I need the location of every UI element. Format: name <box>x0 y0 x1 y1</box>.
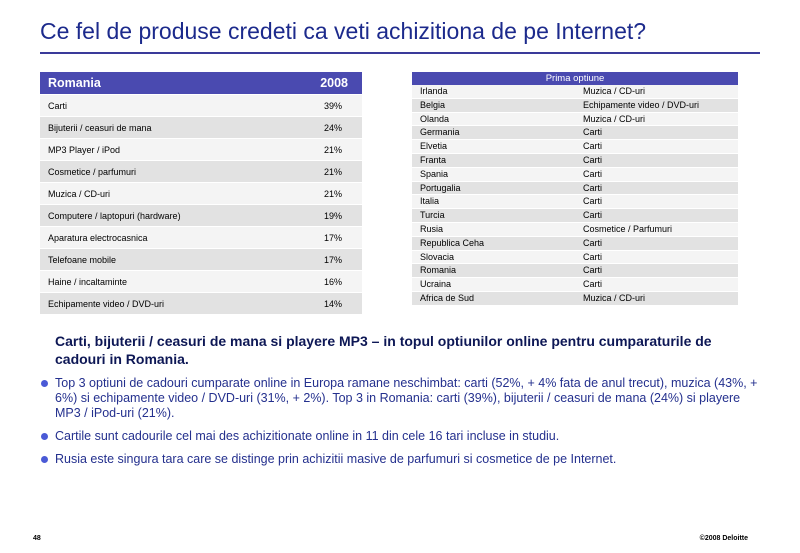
table-row <box>40 139 362 161</box>
option-cell: Carti <box>575 250 738 264</box>
table-row <box>412 167 738 181</box>
country-cell: Belgia <box>412 98 575 112</box>
bullet-text: Cartile sunt cadourile cel mai des achizitionate online in 11 din cele 16 tari incluse in studiu. <box>55 429 560 443</box>
table-row <box>40 95 362 117</box>
option-cell: Echipamente video / DVD-uri <box>575 98 738 112</box>
table-row <box>412 264 738 278</box>
header-first-option: Prima optiune <box>412 72 738 85</box>
country-cell: Slovacia <box>412 250 575 264</box>
list-item <box>40 376 760 421</box>
table-row <box>40 271 362 293</box>
table-row <box>40 161 362 183</box>
header-country: Romania <box>40 72 201 95</box>
table-row <box>412 181 738 195</box>
option-cell: Carti <box>575 264 738 278</box>
product-label: Carti <box>40 95 201 117</box>
first-option-by-country-table <box>412 72 738 306</box>
table-row <box>412 98 738 112</box>
table-row <box>412 85 738 98</box>
country-cell: Romania <box>412 264 575 278</box>
table-row <box>412 195 738 209</box>
product-value: 21% <box>201 183 362 205</box>
option-cell: Carti <box>575 209 738 223</box>
country-cell: Turcia <box>412 209 575 223</box>
product-label: Haine / incaltaminte <box>40 271 201 293</box>
table-row <box>412 153 738 167</box>
option-cell: Carti <box>575 278 738 292</box>
product-label: MP3 Player / iPod <box>40 139 201 161</box>
page-number: 48 <box>33 535 41 542</box>
copyright: ©2008 Deloitte <box>699 535 748 542</box>
option-cell: Carti <box>575 153 738 167</box>
product-value: 24% <box>201 117 362 139</box>
list-item <box>40 429 760 444</box>
table-row <box>412 140 738 154</box>
country-cell: Republica Ceha <box>412 236 575 250</box>
table-row <box>40 117 362 139</box>
table-row <box>412 291 738 305</box>
table-row <box>40 293 362 315</box>
title-divider <box>40 52 760 54</box>
product-label: Cosmetice / parfumuri <box>40 161 201 183</box>
table-row <box>40 183 362 205</box>
option-cell: Carti <box>575 236 738 250</box>
bullet-icon <box>41 456 48 463</box>
table-row <box>412 126 738 140</box>
table-header-row <box>412 72 738 85</box>
country-cell: Franta <box>412 153 575 167</box>
page-title: Ce fel de produse credeti ca veti achizitiona de pe Internet? <box>40 18 647 44</box>
country-cell: Africa de Sud <box>412 291 575 305</box>
list-item <box>40 452 760 467</box>
product-value: 21% <box>201 139 362 161</box>
option-cell: Carti <box>575 126 738 140</box>
country-cell: Portugalia <box>412 181 575 195</box>
option-cell: Carti <box>575 181 738 195</box>
product-value: 17% <box>201 249 362 271</box>
product-value: 39% <box>201 95 362 117</box>
country-cell: Irlanda <box>412 85 575 98</box>
table-row <box>412 236 738 250</box>
bullet-icon <box>41 380 48 387</box>
option-cell: Muzica / CD-uri <box>575 291 738 305</box>
product-label: Muzica / CD-uri <box>40 183 201 205</box>
option-cell: Carti <box>575 140 738 154</box>
option-cell: Muzica / CD-uri <box>575 112 738 126</box>
option-cell: Muzica / CD-uri <box>575 85 738 98</box>
summary-headline: Carti, bijuterii / ceasuri de mana si playere MP3 – in topul optiunilor online pentru cumparaturile de cadouri in Romania. <box>55 333 712 367</box>
romania-products-table <box>40 72 362 314</box>
table-row <box>40 227 362 249</box>
country-cell: Spania <box>412 167 575 181</box>
table-row <box>40 205 362 227</box>
bullet-icon <box>41 433 48 440</box>
header-year: 2008 <box>201 72 362 95</box>
option-cell: Cosmetice / Parfumuri <box>575 222 738 236</box>
product-value: 14% <box>201 293 362 315</box>
bullet-text: Top 3 optiuni de cadouri cumparate online in Europa ramane neschimbat: carti (52%, + 4% fata de anul trecut), muzica (43%, + 6%) si echipamente video / DVD-uri (31%, + 2%). Top 3 in Romania: carti (39%), bijuterii / ceasuri de mana (24%) si playere MP3 / iPod-uri (21%). <box>55 376 758 420</box>
country-cell: Ucraina <box>412 278 575 292</box>
product-value: 19% <box>201 205 362 227</box>
table-row <box>412 112 738 126</box>
table-row <box>412 222 738 236</box>
product-label: Computere / laptopuri (hardware) <box>40 205 201 227</box>
product-label: Bijuterii / ceasuri de mana <box>40 117 201 139</box>
product-label: Telefoane mobile <box>40 249 201 271</box>
table-row <box>412 209 738 223</box>
product-label: Aparatura electrocasnica <box>40 227 201 249</box>
country-cell: Germania <box>412 126 575 140</box>
option-cell: Carti <box>575 167 738 181</box>
product-value: 17% <box>201 227 362 249</box>
country-cell: Rusia <box>412 222 575 236</box>
country-cell: Italia <box>412 195 575 209</box>
table-row <box>412 250 738 264</box>
country-cell: Olanda <box>412 112 575 126</box>
table-row <box>412 278 738 292</box>
product-value: 21% <box>201 161 362 183</box>
bullet-text: Rusia este singura tara care se distinge prin achizitii masive de parfumuri si cosmetice de pe Internet. <box>55 452 617 466</box>
findings-list <box>40 376 760 475</box>
product-label: Echipamente video / DVD-uri <box>40 293 201 315</box>
option-cell: Carti <box>575 195 738 209</box>
table-header-row <box>40 72 362 95</box>
table-row <box>40 249 362 271</box>
country-cell: Elvetia <box>412 140 575 154</box>
product-value: 16% <box>201 271 362 293</box>
